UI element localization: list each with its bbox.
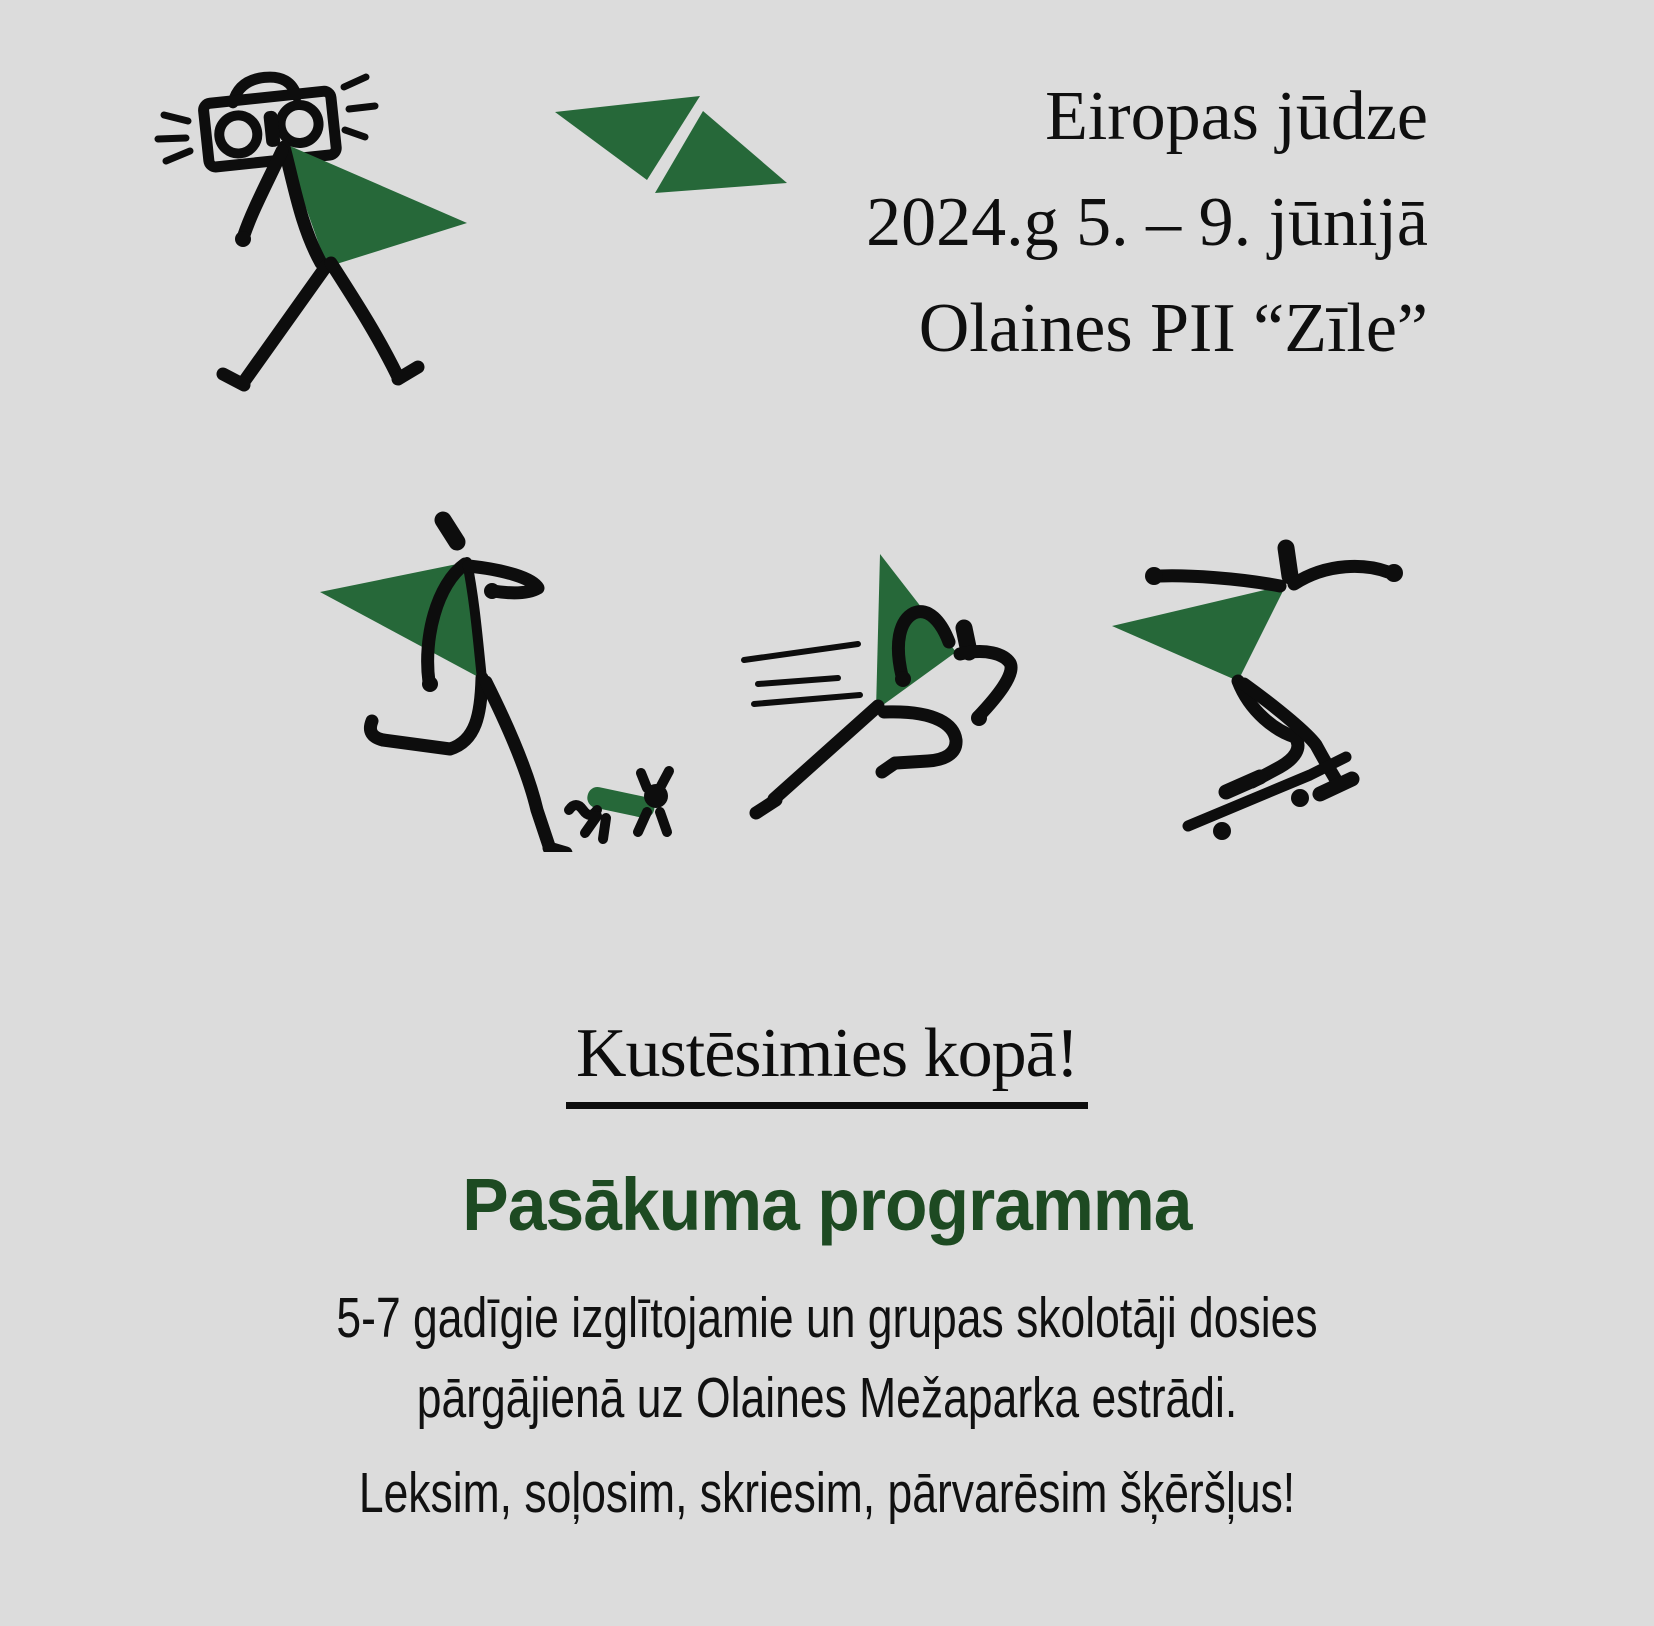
title-block — [866, 64, 1428, 382]
triangles-logo — [540, 78, 795, 218]
runner-with-dog-figure — [285, 472, 705, 852]
description-line-1: 5-7 gadīgie izglītojamie un grupas skolotāji dosies — [336, 1286, 1318, 1350]
skateboarder-figure — [1048, 498, 1448, 843]
event-dates: 2024.g 5. – 9. jūnijā — [866, 184, 1428, 261]
dog-figure — [569, 771, 669, 839]
description-paragraph — [0, 1278, 1654, 1438]
program-wrap — [0, 1160, 1654, 1250]
boombox-walker-figure — [148, 55, 478, 410]
event-location: Olaines PII “Zīle” — [918, 290, 1428, 367]
description-line-2: pārgājienā uz Olaines Mežaparka estrādi. — [416, 1366, 1238, 1430]
activities-line: Leksim, soļosim, skriesim, pārvarēsim šķēršļus! — [358, 1461, 1296, 1525]
event-title: Eiropas jūdze — [1045, 78, 1428, 155]
slogan-heading: Kustēsimies kopā! — [566, 1014, 1088, 1109]
sprinter-figure — [738, 542, 1053, 822]
program-heading: Pasākuma programma — [462, 1163, 1192, 1246]
activities-paragraph — [0, 1453, 1654, 1533]
slogan-wrap — [0, 1014, 1654, 1109]
